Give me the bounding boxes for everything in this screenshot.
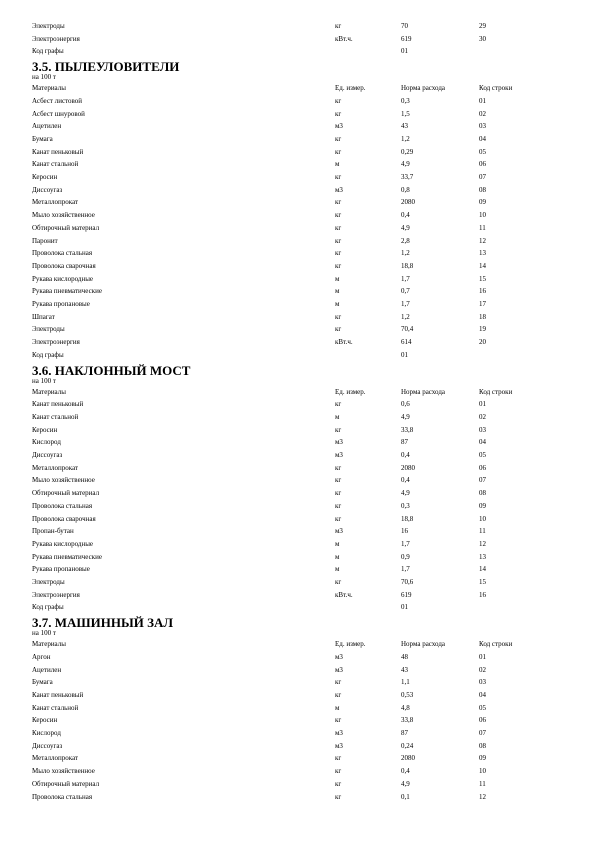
code-cell: 13 (479, 249, 486, 258)
code-cell: 06 (479, 716, 486, 725)
table-row (0, 146, 595, 158)
table-row (0, 196, 595, 208)
norm-cell: 0,3 (401, 96, 410, 105)
code-cell: 16 (479, 287, 486, 296)
code-cell: 29 (479, 22, 486, 30)
unit-cell: кг (335, 754, 342, 763)
material-name-cell: Ацетилен (32, 665, 62, 674)
norm-cell: 2080 (401, 198, 415, 207)
table-row (0, 311, 595, 323)
material-name-cell: Ацетилен (32, 122, 62, 131)
code-cell: 11 (479, 779, 486, 788)
material-name-cell: Металлопрокат (32, 463, 79, 472)
norm-cell: 33,8 (401, 425, 414, 434)
table-row (0, 576, 595, 588)
material-name-cell: Шпагат (32, 312, 55, 321)
code-cell: 10 (479, 211, 486, 220)
unit-cell: Ед. измер. (335, 387, 366, 396)
material-name-cell: Металлопрокат (32, 198, 79, 207)
unit-cell: кг (335, 211, 342, 220)
norm-cell: 43 (401, 122, 408, 131)
code-cell: 12 (479, 792, 486, 801)
material-name-cell: Диссоугаз (32, 185, 63, 194)
material-name-cell: Проволока стальная (32, 249, 93, 258)
code-cell: 01 (479, 96, 486, 105)
unit-cell: кг (335, 236, 342, 245)
code-cell: 09 (479, 754, 486, 763)
material-name-cell: Рукава пневматические (32, 287, 102, 296)
table-row (0, 108, 595, 120)
norm-cell: 70,6 (401, 578, 414, 586)
norm-cell: 4,8 (401, 703, 410, 712)
code-cell: 20 (479, 338, 486, 347)
material-name-cell: Бумага (32, 678, 53, 687)
table-row (0, 285, 595, 297)
unit-cell: м (335, 539, 340, 548)
code-cell: Код строки (479, 387, 513, 396)
norm-cell: 1,1 (401, 678, 410, 687)
unit-cell: м3 (335, 527, 343, 536)
code-cell: 14 (479, 565, 486, 574)
unit-cell: м3 (335, 451, 343, 459)
unit-cell: кг (335, 325, 342, 334)
table-row (0, 235, 595, 247)
material-name-cell: Асбест листовой (32, 96, 83, 105)
unit-cell: Ед. измер. (335, 640, 366, 649)
code-cell: 06 (479, 160, 486, 169)
code-cell: 03 (479, 425, 486, 434)
norm-cell: 0,24 (401, 741, 414, 750)
code-cell: 18 (479, 312, 486, 321)
code-cell: 10 (479, 767, 486, 776)
material-name-cell: Паронит (32, 236, 58, 245)
norm-cell: 87 (401, 438, 408, 447)
material-name-cell: Канат пеньковый (32, 690, 84, 699)
material-name-cell: Канат стальной (32, 160, 79, 169)
unit-cell: кВт.ч. (335, 590, 353, 599)
code-cell: 03 (479, 122, 486, 131)
code-cell: Код строки (479, 640, 513, 649)
table-row (0, 398, 595, 410)
norm-cell: 0,4 (401, 451, 410, 459)
material-name-cell: Кислород (32, 438, 61, 447)
table-row (0, 436, 595, 448)
norm-cell: 1,2 (401, 249, 410, 258)
table-row (0, 273, 595, 285)
section-title: 3.7. МАШИННЫЙ ЗАЛ (32, 615, 174, 631)
unit-cell: Ед. измер. (335, 84, 366, 93)
norm-cell: 1,7 (401, 300, 410, 308)
code-cell: 30 (479, 34, 486, 43)
norm-cell: 33,8 (401, 716, 414, 725)
norm-cell: 0,4 (401, 767, 410, 776)
norm-cell: 1,7 (401, 565, 410, 574)
code-cell: 17 (479, 300, 486, 308)
norm-cell: 87 (401, 729, 408, 737)
code-cell: 02 (479, 109, 486, 118)
norm-cell: 01 (401, 603, 408, 612)
material-name-cell: Канат стальной (32, 412, 79, 421)
unit-cell: кг (335, 96, 342, 105)
table-row (0, 323, 595, 335)
table-row (0, 247, 595, 259)
table-row (0, 740, 595, 752)
table-row (0, 727, 595, 739)
code-cell: 03 (479, 678, 486, 687)
material-name-cell: Керосин (32, 716, 58, 725)
material-name-cell: Диссоугаз (32, 451, 63, 459)
table-row (0, 424, 595, 436)
table-row (0, 563, 595, 575)
unit-cell: м3 (335, 122, 343, 131)
material-name-cell: Электроды (32, 325, 65, 334)
material-name-cell: Материалы (32, 84, 66, 93)
code-cell: 02 (479, 665, 486, 674)
unit-cell: м (335, 300, 340, 308)
material-name-cell: Электроды (32, 22, 65, 30)
table-header-row (0, 638, 595, 650)
unit-cell: м (335, 160, 340, 169)
unit-cell: кг (335, 792, 342, 801)
material-name-cell: Асбест шнуровой (32, 109, 85, 118)
table-row (0, 95, 595, 107)
unit-cell: м3 (335, 729, 343, 737)
code-cell: 07 (479, 729, 486, 737)
unit-cell: кг (335, 22, 342, 30)
norm-cell: 1,7 (401, 274, 410, 283)
norm-cell: 619 (401, 34, 412, 43)
code-cell: 11 (479, 527, 486, 536)
unit-cell: кг (335, 173, 342, 181)
unit-cell: кВт.ч. (335, 338, 353, 347)
norm-cell: 48 (401, 652, 408, 661)
table-row (0, 651, 595, 663)
unit-cell: кг (335, 501, 342, 510)
unit-cell: м (335, 412, 340, 421)
norm-cell: 0,9 (401, 552, 410, 561)
table-row (0, 184, 595, 196)
unit-cell: м (335, 703, 340, 712)
table-row (0, 462, 595, 474)
material-name-cell: Металлопрокат (32, 754, 79, 763)
norm-cell: 4,9 (401, 223, 410, 232)
code-cell: Код строки (479, 84, 513, 93)
norm-cell: 0,3 (401, 501, 410, 510)
code-cell: 07 (479, 476, 486, 485)
code-cell: 07 (479, 173, 486, 181)
code-cell: 13 (479, 552, 486, 561)
norm-cell: 2080 (401, 463, 415, 472)
unit-cell: кг (335, 147, 342, 156)
norm-cell: 33,7 (401, 173, 414, 181)
unit-cell: кг (335, 261, 342, 270)
norm-cell: 0,7 (401, 287, 410, 296)
norm-cell: 4,9 (401, 779, 410, 788)
table-row (0, 260, 595, 272)
unit-cell: м3 (335, 438, 343, 447)
table-header-row (0, 82, 595, 94)
unit-cell: кг (335, 134, 342, 143)
material-name-cell: Код графы (32, 603, 64, 612)
table-row (0, 589, 595, 601)
material-name-cell: Канат стальной (32, 703, 79, 712)
norm-cell: 2080 (401, 754, 415, 763)
code-cell: 15 (479, 578, 486, 586)
table-row (0, 336, 595, 348)
table-row (0, 474, 595, 486)
table-row (0, 689, 595, 701)
code-cell: 12 (479, 539, 486, 548)
table-row (0, 222, 595, 234)
code-cell: 06 (479, 463, 486, 472)
table-row (0, 500, 595, 512)
norm-cell: 18,8 (401, 514, 414, 523)
unit-cell: кг (335, 678, 342, 687)
material-name-cell: Электроэнергия (32, 34, 80, 43)
code-cell: 01 (479, 400, 486, 409)
material-name-cell: Пропан-бутан (32, 527, 74, 536)
code-cell: 04 (479, 134, 486, 143)
code-cell: 04 (479, 438, 486, 447)
unit-cell: кг (335, 489, 342, 498)
table-row (0, 752, 595, 764)
code-cell: 01 (479, 652, 486, 661)
section-unit-note: на 100 т (32, 376, 56, 385)
material-name-cell: Материалы (32, 387, 66, 396)
norm-cell: Норма расхода (401, 640, 446, 649)
norm-cell: 01 (401, 47, 408, 56)
unit-cell: кг (335, 779, 342, 788)
unit-cell: кг (335, 690, 342, 699)
table-row (0, 411, 595, 423)
table-row (0, 601, 595, 613)
code-cell: 05 (479, 451, 486, 459)
material-name-cell: Аргон (32, 652, 51, 661)
norm-cell: 43 (401, 665, 408, 674)
unit-cell: кг (335, 767, 342, 776)
norm-cell: 4,9 (401, 160, 410, 169)
norm-cell: 1,2 (401, 134, 410, 143)
material-name-cell: Проволока стальная (32, 792, 93, 801)
norm-cell: 1,2 (401, 312, 410, 321)
table-row (0, 120, 595, 132)
material-name-cell: Проволока сварочная (32, 261, 96, 270)
code-cell: 10 (479, 514, 486, 523)
section-title: 3.6. НАКЛОННЫЙ МОСТ (32, 362, 191, 378)
code-cell: 09 (479, 501, 486, 510)
code-cell: 08 (479, 489, 486, 498)
unit-cell: кг (335, 223, 342, 232)
code-cell: 14 (479, 261, 486, 270)
material-name-cell: Канат пеньковый (32, 400, 84, 409)
norm-cell: 70 (401, 22, 408, 30)
material-name-cell: Электроды (32, 578, 65, 586)
unit-cell: м (335, 274, 340, 283)
table-row (0, 45, 595, 57)
material-name-cell: Рукава кислородные (32, 539, 94, 548)
material-name-cell: Обтирочный материал (32, 489, 100, 498)
code-cell: 15 (479, 274, 486, 283)
table-row (0, 487, 595, 499)
material-name-cell: Электроэнергия (32, 590, 80, 599)
table-row (0, 676, 595, 688)
norm-cell: 0,1 (401, 792, 410, 801)
material-name-cell: Мыло хозяйственное (32, 476, 95, 485)
table-row (0, 158, 595, 170)
code-cell: 05 (479, 147, 486, 156)
unit-cell: кг (335, 109, 342, 118)
code-cell: 05 (479, 703, 486, 712)
code-cell: 09 (479, 198, 486, 207)
table-row (0, 551, 595, 563)
unit-cell: м3 (335, 665, 343, 674)
material-name-cell: Кислород (32, 729, 61, 737)
norm-cell: 18,8 (401, 261, 414, 270)
table-row (0, 664, 595, 676)
unit-cell: кг (335, 312, 342, 321)
norm-cell: 16 (401, 527, 408, 536)
unit-cell: кг (335, 476, 342, 485)
table-row (0, 449, 595, 461)
material-name-cell: Материалы (32, 640, 66, 649)
material-name-cell: Обтирочный материал (32, 223, 100, 232)
norm-cell: 0,29 (401, 147, 414, 156)
code-cell: 08 (479, 741, 486, 750)
unit-cell: м (335, 565, 340, 574)
unit-cell: кг (335, 198, 342, 207)
norm-cell: 0,53 (401, 690, 414, 699)
unit-cell: м3 (335, 652, 343, 661)
code-cell: 19 (479, 325, 486, 334)
table-row (0, 171, 595, 183)
norm-cell: 1,5 (401, 109, 410, 118)
norm-cell: 1,7 (401, 539, 410, 548)
table-row (0, 349, 595, 361)
unit-cell: кг (335, 249, 342, 258)
material-name-cell: Керосин (32, 173, 58, 181)
section-unit-note: на 100 т (32, 629, 56, 638)
material-name-cell: Проволока сварочная (32, 514, 96, 523)
table-row (0, 33, 595, 45)
material-name-cell: Электроэнергия (32, 338, 80, 347)
section-title: 3.5. ПЫЛЕУЛОВИТЕЛИ (32, 59, 180, 75)
table-row (0, 714, 595, 726)
table-row (0, 765, 595, 777)
table-row (0, 133, 595, 145)
material-name-cell: Бумага (32, 134, 53, 143)
unit-cell: кг (335, 514, 342, 523)
table-row (0, 791, 595, 803)
norm-cell: 2,8 (401, 236, 410, 245)
table-row (0, 538, 595, 550)
norm-cell: 619 (401, 590, 412, 599)
code-cell: 08 (479, 185, 486, 194)
norm-cell: 4,9 (401, 412, 410, 421)
norm-cell: 0,4 (401, 211, 410, 220)
norm-cell: 614 (401, 338, 412, 347)
unit-cell: кг (335, 716, 342, 725)
table-row (0, 525, 595, 537)
unit-cell: м3 (335, 741, 343, 750)
table-row (0, 298, 595, 310)
unit-cell: м3 (335, 185, 343, 194)
norm-cell: 0,6 (401, 400, 410, 409)
code-cell: 12 (479, 236, 486, 245)
code-cell: 16 (479, 590, 486, 599)
material-name-cell: Диссоугаз (32, 741, 63, 750)
table-row (0, 513, 595, 525)
unit-cell: м (335, 287, 340, 296)
unit-cell: кг (335, 425, 342, 434)
material-name-cell: Рукава пропановые (32, 565, 90, 574)
material-name-cell: Рукава пневматические (32, 552, 102, 561)
table-row (0, 778, 595, 790)
unit-cell: м (335, 552, 340, 561)
code-cell: 02 (479, 412, 486, 421)
section-unit-note: на 100 т (32, 73, 56, 82)
material-name-cell: Рукава кислородные (32, 274, 94, 283)
table-row (0, 20, 595, 32)
code-cell: 04 (479, 690, 486, 699)
unit-cell: кг (335, 463, 342, 472)
norm-cell: 0,8 (401, 185, 410, 194)
table-row (0, 702, 595, 714)
norm-cell: 70,4 (401, 325, 414, 334)
norm-cell: 01 (401, 350, 408, 359)
norm-cell: 4,9 (401, 489, 410, 498)
norm-cell: Норма расхода (401, 84, 446, 93)
material-name-cell: Код графы (32, 47, 64, 56)
norm-cell: 0,4 (401, 476, 410, 485)
material-name-cell: Обтирочный материал (32, 779, 100, 788)
material-name-cell: Код графы (32, 350, 64, 359)
code-cell: 11 (479, 223, 486, 232)
material-name-cell: Рукава пропановые (32, 300, 90, 308)
unit-cell: кВт.ч. (335, 34, 353, 43)
material-name-cell: Канат пеньковый (32, 147, 84, 156)
unit-cell: кг (335, 578, 342, 586)
table-header-row (0, 386, 595, 398)
unit-cell: кг (335, 400, 342, 409)
material-name-cell: Керосин (32, 425, 58, 434)
material-name-cell: Мыло хозяйственное (32, 767, 95, 776)
table-row (0, 209, 595, 221)
norm-cell: Норма расхода (401, 387, 446, 396)
material-name-cell: Проволока стальная (32, 501, 93, 510)
material-name-cell: Мыло хозяйственное (32, 211, 95, 220)
